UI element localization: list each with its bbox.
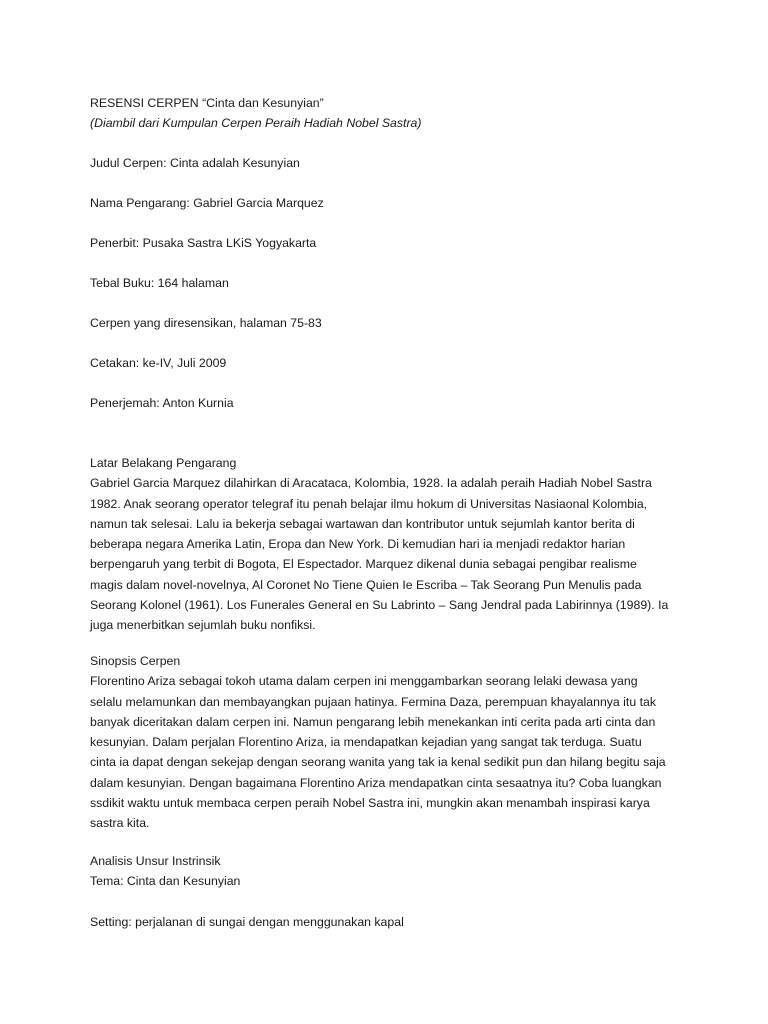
document-title: RESENSI CERPEN “Cinta dan Kesunyian” [90,96,324,110]
paragraph-line: dalam kesunyian. Dengan bagaimana Florentino Ariza mendapatkan cinta sesaatnya itu? Coba luangkan [90,775,662,790]
paragraph-line: banyak diceritakan dalam cerpen ini. Namun pengarang lebih menekankan inti cerita pada arti cinta dan [90,714,656,729]
document-subtitle: (Diambil dari Kumpulan Cerpen Peraih Hadiah Nobel Sastra) [90,116,422,130]
paragraph-line: juga menerbitkan sejumlah buku nonfiksi. [90,618,316,632]
field-halaman-cerpen: Cerpen yang diresensikan, halaman 75-83 [90,316,322,330]
paragraph-line: berpengaruh yang terbit di Bogota, El Espectador. Marquez dikenal dunia sebagai pengibar realisme [90,557,637,572]
field-judul-cerpen: Judul Cerpen: Cinta adalah Kesunyian [90,156,300,170]
section-latar-belakang [90,453,695,635]
paragraph-line: 1982. Anak seorang operator telegraf itu penah belajar ilmu hokum di Universitas Nasiaonal Kolombia, [90,496,648,511]
paragraph-line: beberapa negara Amerika Latin, Eropa dan New York. Di kemudian hari ia menjadi redaktor harian [90,537,626,551]
paragraph-line: namun tak selesai. Lalu ia bekerja sebagai wartawan dan kontributor untuk sejumlah kantor berita di [90,516,635,531]
field-nama-pengarang: Nama Pengarang: Gabriel Garcia Marquez [90,196,324,210]
paragraph-line: selalu melamunkan dan membayangkan pujaan hatinya. Fermina Daza, perempuan khayalannya itu tak [90,694,656,709]
paragraph-line: kesunyian. Dalam perjalan Florentino Ariza, ia mendapatkan kejadian yang sangat tak terduga. Suatu [90,735,642,749]
paragraph-line: magis dalam novel-novelnya, Al Coronet No Tiene Quien Ie Escriba – Tak Seorang Pun Menulis pada [90,577,642,592]
paragraph-line: Florentino Ariza sebagai tokoh utama dalam cerpen ini menggambarkan seorang lelaki dewasa yang [90,674,638,689]
section-sinopsis [90,651,695,833]
field-tebal-buku: Tebal Buku: 164 halaman [90,276,229,290]
paragraph-line: ssdikit waktu untuk membaca cerpen peraih Nobel Sastra ini, mungkin akan menambah inspirasi karya [90,795,650,810]
section-heading: Latar Belakang Pengarang [90,456,237,470]
paragraph-line: Gabriel Garcia Marquez dilahirkan di Aracataca, Kolombia, 1928. Ia adalah peraih Hadiah Nobel Sastra [90,476,652,491]
field-penerbit: Penerbit: Pusaka Sastra LKiS Yogyakarta [90,236,317,250]
analisis-setting: Setting: perjalanan di sungai dengan menggunakan kapal [90,915,404,929]
analisis-tema: Tema: Cinta dan Kesunyian [90,874,241,889]
section-heading: Analisis Unsur Instrinsik [90,854,221,868]
section-analisis [90,851,695,892]
field-penerjemah: Penerjemah: Anton Kurnia [90,396,234,410]
paragraph-line: sastra kita. [90,816,150,830]
field-cetakan: Cetakan: ke-IV, Juli 2009 [90,356,227,370]
paragraph-line: Seorang Kolonel (1961). Los Funerales General en Su Labrinto – Sang Jendral pada Labirinnya (1989). Ia [90,597,669,612]
section-heading: Sinopsis Cerpen [90,654,181,668]
paragraph-line: cinta ia dapat dengan sekejap dengan seorang wanita yang tak ia kenal sedikit pun dan hilang begitu saja [90,755,666,770]
